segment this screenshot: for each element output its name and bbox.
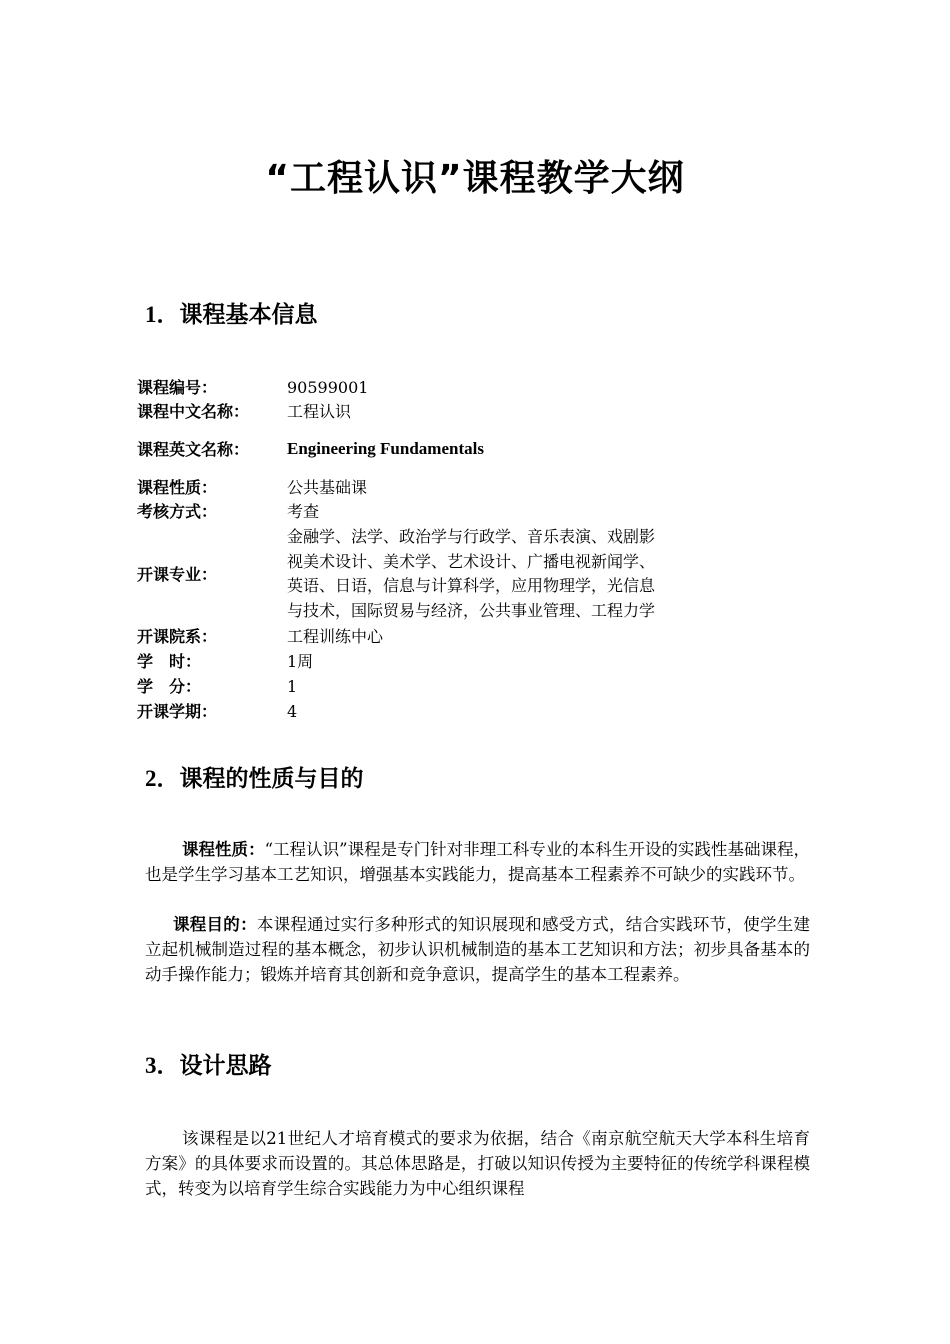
department-value: 工程训练中心: [287, 627, 384, 646]
document-title: “工程认识”课程教学大纲: [265, 158, 685, 199]
section-heading-basic-info: [145, 296, 318, 329]
section-heading-design: [145, 1047, 272, 1080]
majors-line: 与技术，国际贸易与经济，公共事业管理、工程力学: [287, 600, 656, 620]
paragraph-lead: 课程性质：: [182, 840, 265, 859]
majors-line: 视美术设计、美术学、艺术设计、广播电视新闻学、: [287, 551, 656, 571]
section-title: 课程的性质与目的: [179, 766, 364, 792]
section-number: 1．: [145, 302, 180, 327]
majors-list: [287, 525, 757, 623]
semester-label: 开课学期：: [137, 702, 218, 721]
assessment-value: 考查: [287, 502, 320, 521]
course-code-value: 90599001: [287, 378, 369, 397]
majors-label: 开课专业：: [137, 565, 218, 584]
section-number: 3．: [145, 1053, 180, 1078]
semester-value: 4: [287, 702, 298, 721]
paragraph-text: 本课程通过实行多种形式的知识展现和感受方式，结合实践环节，使学生建立起机械制造过程的基本概念，初步认识机械制造的基本工艺知识和方法；初步具备基本的动手操作能力；锻炼并培育其创新和竞争意识，提高学生的基本工程素养。: [145, 915, 811, 984]
credits-value: 1: [287, 677, 298, 696]
hours-value: 1周: [287, 652, 314, 671]
course-nature-label: 课程性质：: [137, 478, 218, 497]
course-purpose-paragraph: [145, 912, 810, 987]
section-heading-nature-purpose: [145, 760, 364, 793]
section-title: 设计思路: [179, 1053, 272, 1079]
course-en-name-label: 课程英文名称：: [137, 440, 250, 459]
paragraph-lead: 课程目的：: [173, 915, 257, 934]
assessment-label: 考核方式：: [137, 502, 218, 521]
course-cn-name-value: 工程认识: [287, 402, 352, 421]
paragraph-text: “工程认识”课程是专门针对非理工科专业的本科生开设的实践性基础课程，也是学生学习基本工艺知识，增强基本实践能力，提高基本工程素养不可缺少的实践环节。: [145, 840, 811, 884]
section-title: 课程基本信息: [179, 302, 318, 328]
credits-label: 学 分：: [137, 677, 202, 696]
course-cn-name-label: 课程中文名称：: [137, 402, 250, 421]
section-number: 2．: [145, 766, 180, 791]
course-nature-value: 公共基础课: [287, 478, 368, 497]
hours-label: 学 时：: [137, 652, 202, 671]
course-nature-paragraph: [145, 837, 810, 887]
majors-line: 英语、日语，信息与计算科学，应用物理学，光信息: [287, 576, 656, 595]
course-en-name-value: Engineering Fundamentals: [287, 439, 484, 458]
course-code-label: 课程编号：: [137, 378, 218, 397]
department-label: 开课院系：: [137, 627, 218, 646]
paragraph-text: 该课程是以21世纪人才培育模式的要求为依据，结合《南京航空航天大学本科生培育方案》的具体要求而设置的。其总体思路是，打破以知识传授为主要特征的传统学科课程模式，转变为以培育学生综合实践能力为中心组织课程: [145, 1129, 810, 1198]
majors-line: 金融学、法学、政治学与行政学、音乐表演、戏剧影: [287, 527, 656, 546]
design-paragraph: [145, 1126, 810, 1201]
